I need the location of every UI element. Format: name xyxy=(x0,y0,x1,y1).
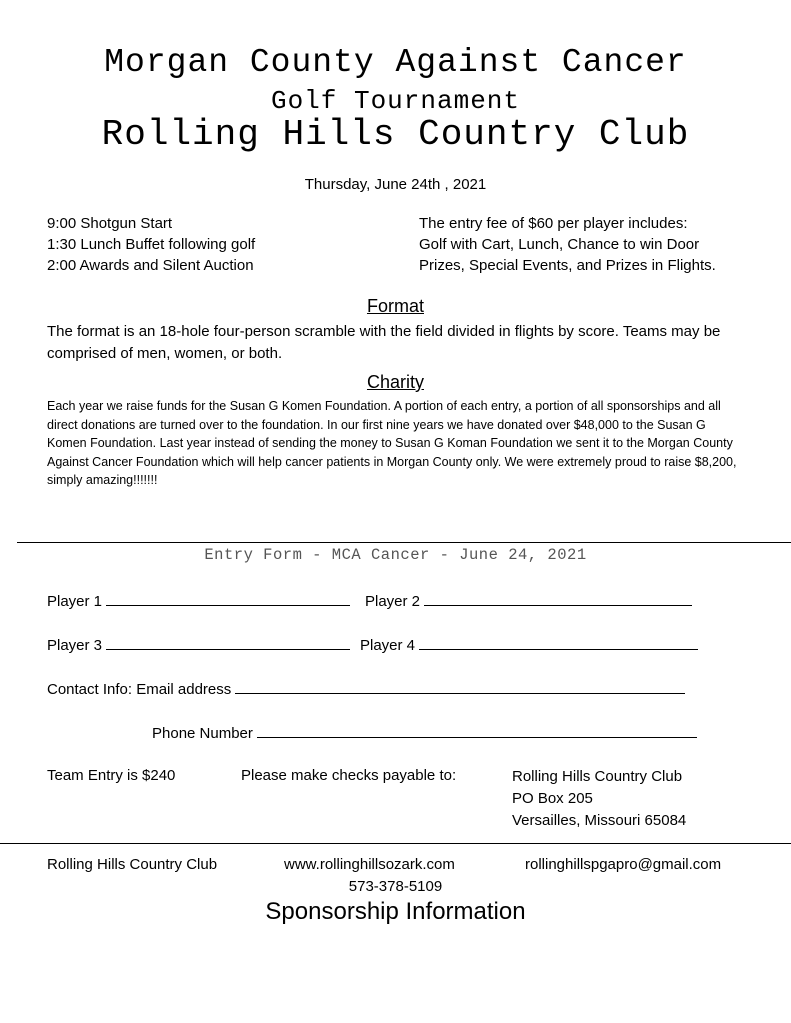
event-date: Thursday, June 24th , 2021 xyxy=(304,176,487,193)
charity-text: Each year we raise funds for the Susan G Komen Foundation. A portion of each entry, a portion of all sponsorships and all direct donations are turned over to the foundation. In our first nine years we have donated over $48,000 to the Susan G Komen Foundation. Last year instead of sending the money to Susan G Koman Foundation we sent it to the Morgan County Against Cancer Foundation which will help cancer patients in Morgan County only. We were extremely proud to raise $8,200, simply amazing!!!!!!! xyxy=(47,399,737,487)
schedule-item: 2:00 Awards and Silent Auction xyxy=(47,257,254,274)
player-2-line[interactable] xyxy=(424,591,692,606)
entry-fee-line: The entry fee of $60 per player includes: xyxy=(419,215,688,232)
divider-bottom xyxy=(0,843,791,844)
format-heading: Format xyxy=(366,296,424,316)
entry-form-title: Entry Form - MCA Cancer - June 24, 2021 xyxy=(204,546,587,564)
player-2-field[interactable] xyxy=(365,591,692,610)
player-1-line[interactable] xyxy=(106,591,350,606)
entry-fee-info xyxy=(419,213,716,276)
footer-club-name: Rolling Hills Country Club xyxy=(47,856,218,873)
player-4-line[interactable] xyxy=(419,635,698,650)
player-4-field[interactable] xyxy=(360,635,698,654)
payee-line: Rolling Hills Country Club xyxy=(512,768,683,785)
schedule-list xyxy=(47,213,255,276)
entry-fee-line: Prizes, Special Events, and Prizes in Flights. xyxy=(419,257,716,274)
schedule-item: 1:30 Lunch Buffet following golf xyxy=(47,236,256,253)
player-3-label: Player 3 xyxy=(47,637,103,654)
team-entry-fee: Team Entry is $240 xyxy=(47,767,176,784)
phone-label: Phone Number xyxy=(152,725,253,742)
player-3-field[interactable] xyxy=(47,635,350,654)
player-3-line[interactable] xyxy=(106,635,350,650)
player-4-label: Player 4 xyxy=(360,637,416,654)
format-text: The format is an 18-hole four-person scramble with the field divided in flights by score. Teams may be comprised of men, women, or both. xyxy=(47,323,721,362)
player-1-label: Player 1 xyxy=(47,593,103,610)
entry-fee-line: Golf with Cart, Lunch, Chance to win Door xyxy=(419,236,700,253)
payee-line: Versailles, Missouri 65084 xyxy=(512,812,687,829)
sponsorship-heading: Sponsorship Information xyxy=(265,898,526,925)
player-2-label: Player 2 xyxy=(365,593,421,610)
phone-field[interactable] xyxy=(152,723,697,742)
payee-address xyxy=(512,766,686,832)
footer-phone: 573-378-5109 xyxy=(348,878,443,895)
title-line-3: Rolling Hills Country Club xyxy=(101,114,690,155)
checks-payable-label: Please make checks payable to: xyxy=(241,767,457,784)
phone-line[interactable] xyxy=(257,723,697,738)
player-1-field[interactable] xyxy=(47,591,350,610)
contact-email-label: Contact Info: Email address xyxy=(47,681,232,698)
email-line[interactable] xyxy=(235,679,685,694)
email-field[interactable] xyxy=(47,679,685,698)
charity-heading: Charity xyxy=(366,372,424,392)
footer-website[interactable]: www.rollinghillsozark.com xyxy=(284,856,455,873)
payee-line: PO Box 205 xyxy=(512,790,593,807)
divider-top xyxy=(17,542,791,543)
title-line-1: Morgan County Against Cancer xyxy=(104,44,687,81)
footer-email[interactable]: rollinghillspgapro@gmail.com xyxy=(525,856,722,873)
title-line-2: Golf Tournament xyxy=(270,86,521,116)
schedule-item: 9:00 Shotgun Start xyxy=(47,215,173,232)
